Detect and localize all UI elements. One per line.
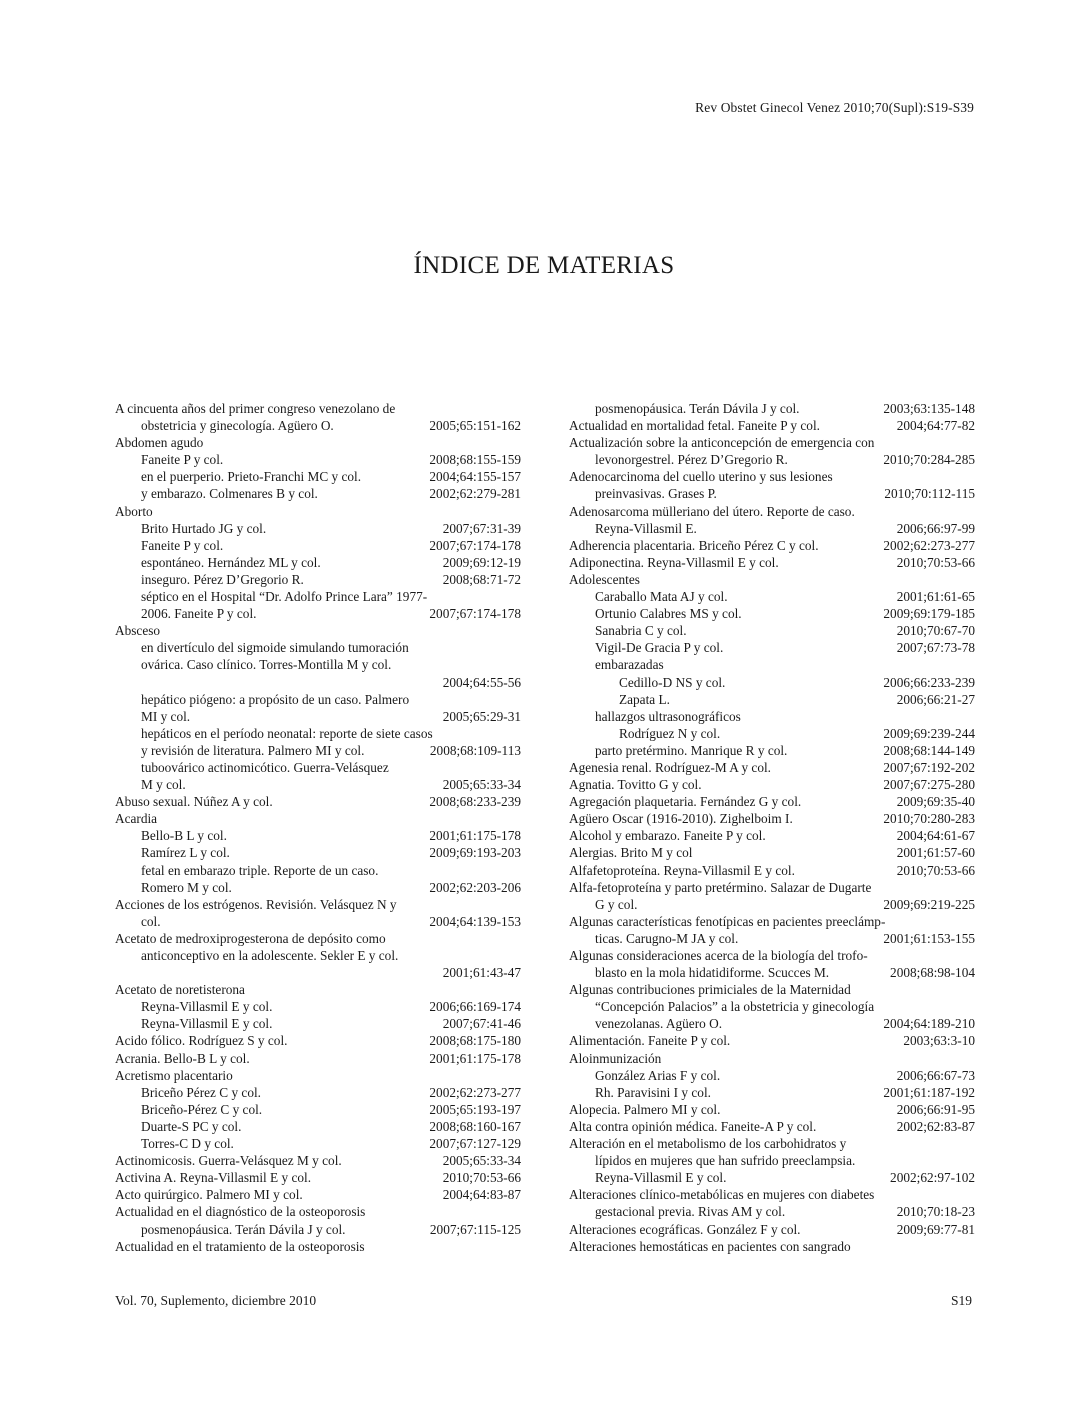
- index-entry-reference: 2002;62:273-277: [879, 537, 975, 554]
- index-entry-text: tuboovárico actinomicótico. Guerra-Velásquez: [141, 759, 389, 775]
- index-column-right: [569, 400, 975, 1255]
- index-entry-text: Aborto: [115, 503, 153, 519]
- index-entry: [569, 913, 975, 930]
- index-entry: [115, 434, 521, 451]
- index-entry: [115, 503, 521, 520]
- index-entry-text: Ortunio Calabres MS y col.: [595, 606, 742, 622]
- index-entry-reference: 2008;68:144-149: [879, 742, 975, 759]
- index-entry-reference: 2009;69:219-225: [879, 896, 975, 913]
- index-entry: [569, 639, 975, 656]
- page-title: ÍNDICE DE MATERIAS: [413, 252, 675, 279]
- index-entry: [115, 451, 521, 468]
- index-entry: [569, 1101, 975, 1118]
- index-entry-text: Sanabria C y col.: [595, 623, 687, 639]
- index-entry: [569, 964, 975, 981]
- index-entry: [569, 725, 975, 742]
- index-entry-text: obstetricia y ginecología. Agüero O.: [141, 418, 334, 434]
- index-entry-text: blasto en la mola hidatidiforme. Scucces M.: [595, 965, 830, 981]
- index-entry: [569, 520, 975, 537]
- index-entry: [569, 588, 975, 605]
- index-entry: [115, 656, 521, 673]
- index-entry-text: hepáticos en el período neonatal: reporte de siete casos: [141, 725, 433, 741]
- index-entry-reference: 2008;68:175-180: [425, 1032, 521, 1049]
- index-entry-text: preinvasivas. Grases P.: [595, 486, 717, 502]
- index-entry-text: embarazadas: [595, 657, 664, 673]
- index-entry-reference: 2005;65:151-162: [425, 417, 521, 434]
- index-entry-reference: 2007;67:275-280: [879, 776, 975, 793]
- index-entry-reference: 2002;62:97-102: [886, 1169, 975, 1186]
- index-entry: [569, 571, 975, 588]
- index-entry: [115, 1015, 521, 1032]
- index-entry-text: lípidos en mujeres que han sufrido preeclampsia.: [595, 1153, 856, 1169]
- index-entry-text: Activina A. Reyna-Villasmil E y col.: [115, 1170, 312, 1186]
- index-entry-reference: 2004;64:83-87: [439, 1186, 521, 1203]
- index-entry-text: Agenesia renal. Rodríguez-M A y col.: [569, 759, 771, 775]
- index-entry: [569, 537, 975, 554]
- index-entry: [115, 1118, 521, 1135]
- index-entry-text: 2006. Faneite P y col.: [141, 606, 257, 622]
- index-entry: [115, 400, 521, 417]
- index-entry: [569, 1050, 975, 1067]
- index-entry-text: Faneite P y col.: [141, 452, 224, 468]
- index-entry-text: Adenosarcoma mülleriano del útero. Reporte de caso.: [569, 503, 855, 519]
- index-entry: [569, 879, 975, 896]
- index-entry: [569, 622, 975, 639]
- footer-volume: Vol. 70, Suplemento, diciembre 2010: [115, 1293, 317, 1308]
- index-entry-text: Acido fólico. Rodríguez S y col.: [115, 1033, 288, 1049]
- index-entry-reference: 2008;68:160-167: [425, 1118, 521, 1135]
- index-entry: [115, 622, 521, 639]
- index-entry: [115, 708, 521, 725]
- index-entry: [115, 537, 521, 554]
- index-entry: [115, 1221, 521, 1238]
- index-entry-reference: 2007;67:115-125: [426, 1221, 521, 1238]
- index-entry: [569, 759, 975, 776]
- index-entry: [569, 862, 975, 879]
- index-entry-reference: 2007;67:174-178: [425, 605, 521, 622]
- index-entry-text: séptico en el Hospital “Dr. Adolfo Prince Lara” 1977-: [141, 589, 428, 605]
- index-entry-text: Faneite P y col.: [141, 537, 224, 553]
- index-entry: [569, 1203, 975, 1220]
- index-entry-text: posmenopáusica. Terán Dávila J y col.: [595, 401, 800, 416]
- index-entry-text: M y col.: [141, 777, 186, 793]
- index-entry-reference: 2005;65:33-34: [439, 776, 521, 793]
- index-entry-text: G y col.: [595, 896, 638, 912]
- index-entry-reference: 2010;70:53-66: [893, 862, 975, 879]
- index-entry-reference: 2008;68:98-104: [886, 964, 975, 981]
- index-entry: [569, 691, 975, 708]
- index-entry-text: Reyna-Villasmil E y col.: [141, 1016, 273, 1032]
- index-entry-text: Algunas contribuciones primiciales de la Maternidad: [569, 982, 851, 998]
- index-entry-reference: 2001;61:61-65: [893, 588, 975, 605]
- index-entry-text: Alopecia. Palmero MI y col.: [569, 1101, 721, 1117]
- index-entry-text: Reyna-Villasmil E y col.: [141, 999, 273, 1015]
- index-entry-text: González Arias F y col.: [595, 1067, 721, 1083]
- index-entry-text: Alta contra opinión médica. Faneite-A P y col.: [569, 1118, 817, 1134]
- index-entry-reference: 2009;69:239-244: [879, 725, 975, 742]
- index-entry-reference: 2008;68:155-159: [425, 451, 521, 468]
- index-entry: [569, 554, 975, 571]
- index-entry-text: Abuso sexual. Núñez A y col.: [115, 794, 273, 810]
- index-entry-text: y revisión de literatura. Palmero MI y col.: [141, 742, 365, 758]
- index-entry-reference: 2010;70:18-23: [893, 1203, 975, 1220]
- index-entry: [569, 793, 975, 810]
- index-entry-text: Caraballo Mata AJ y col.: [595, 589, 728, 605]
- index-entry: [115, 742, 521, 759]
- index-entry-reference: 2009;69:193-203: [425, 844, 521, 861]
- index-entry-text: parto pretérmino. Manrique R y col.: [595, 742, 788, 758]
- index-entry: [115, 1032, 521, 1049]
- index-entry-reference: 2006;66:169-174: [425, 998, 521, 1015]
- index-entry: [569, 1084, 975, 1101]
- index-entry: [115, 913, 521, 930]
- index-entry-reference: 2006;66:233-239: [879, 674, 975, 691]
- index-entry-text: Absceso: [115, 623, 161, 639]
- index-entry-reference: 2001;61:187-192: [879, 1084, 975, 1101]
- index-entry-text: Agnatia. Tovitto G y col.: [569, 777, 702, 793]
- index-entry: [115, 947, 521, 964]
- index-entry-reference: 2009;69:35-40: [893, 793, 975, 810]
- index-entry: [115, 793, 521, 810]
- index-entry-text: hepático piógeno: a propósito de un caso. Palmero: [141, 691, 410, 707]
- index-entry-reference: 2006;66:21-27: [893, 691, 975, 708]
- index-entry-reference: 2004;64:77-82: [893, 417, 975, 434]
- index-entry-reference: 2008;68:71-72: [439, 571, 521, 588]
- index-entry: [569, 400, 975, 417]
- index-entry-text: Adiponectina. Reyna-Villasmil E y col.: [569, 554, 779, 570]
- index-entry-text: Adolescentes: [569, 571, 640, 587]
- index-entry-reference: 2004;64:55-56: [439, 674, 521, 691]
- index-entry-text: Actualidad en mortalidad fetal. Faneite P y col.: [569, 418, 820, 434]
- index-entry: [115, 571, 521, 588]
- index-entry-text: Briceño-Pérez C y col.: [141, 1101, 263, 1117]
- index-entry-text: Alfafetoproteína. Reyna-Villasmil E y col.: [569, 862, 795, 878]
- index-entry-reference: 2007;67:73-78: [893, 639, 975, 656]
- index-entry-reference: 2001;61:57-60: [893, 844, 975, 861]
- index-entry: [115, 468, 521, 485]
- index-entry-text: Alteraciones ecográficas. González F y col.: [569, 1221, 801, 1237]
- index-entry: [115, 1067, 521, 1084]
- index-entry-text: levonorgestrel. Pérez D’Gregorio R.: [595, 452, 788, 468]
- index-entry-text: Aloinmunización: [569, 1050, 662, 1066]
- index-entry-reference: 2007;67:127-129: [425, 1135, 521, 1152]
- index-entry: [115, 639, 521, 656]
- page-number: S19: [950, 1293, 972, 1308]
- index-entry: [569, 896, 975, 913]
- index-entry: [115, 674, 521, 691]
- index-entry: [115, 485, 521, 502]
- index-entry-reference: 2004;64:139-153: [425, 913, 521, 930]
- index-entry-reference: 2010;70:67-70: [893, 622, 975, 639]
- index-entry: [115, 776, 521, 793]
- index-entry: [569, 1186, 975, 1203]
- index-entry-text: “Concepción Palacios” a la obstetricia y ginecología: [595, 999, 875, 1015]
- index-entry: [569, 776, 975, 793]
- index-entry: [115, 554, 521, 571]
- index-entry: [115, 759, 521, 776]
- index-entry-reference: 2008;68:109-113: [426, 742, 521, 759]
- index-entry-reference: 2009;69:77-81: [893, 1221, 975, 1238]
- index-entry: [115, 1152, 521, 1169]
- index-entry-text: Adherencia placentaria. Briceño Pérez C y col.: [569, 537, 819, 553]
- index-entry: [569, 503, 975, 520]
- index-entry-text: Acretismo placentario: [115, 1067, 233, 1083]
- index-entry: [569, 947, 975, 964]
- index-entry-text: Alteraciones clínico-metabólicas en mujeres con diabetes: [569, 1187, 875, 1203]
- index-entry-text: Reyna-Villasmil E.: [595, 520, 697, 536]
- index-entry-text: en el puerperio. Prieto-Franchi MC y col.: [141, 469, 362, 485]
- index-entry: [115, 605, 521, 622]
- index-entry: [569, 1118, 975, 1135]
- index-entry-reference: 2002;62:273-277: [425, 1084, 521, 1101]
- index-entry: [569, 1067, 975, 1084]
- index-entry-reference: 2009;69:179-185: [879, 605, 975, 622]
- index-entry-reference: 2005;65:33-34: [439, 1152, 521, 1169]
- index-entry-reference: 2010;70:284-285: [879, 451, 975, 468]
- index-entry-reference: 2008;68:233-239: [425, 793, 521, 810]
- index-entry-reference: 2010;70:280-283: [879, 810, 975, 827]
- index-entry: [115, 1050, 521, 1067]
- index-entry-text: hallazgos ultrasonográficos: [595, 708, 741, 724]
- index-entry-text: Acardia: [115, 811, 158, 827]
- index-entry-reference: 2007;67:31-39: [439, 520, 521, 537]
- index-entry: [569, 1169, 975, 1186]
- index-entry-text: espontáneo. Hernández ML y col.: [141, 554, 321, 570]
- index-entry: [115, 844, 521, 861]
- index-entry: [569, 844, 975, 861]
- index-entry-reference: 2001;61:175-178: [425, 827, 521, 844]
- index-entry-reference: 2006;66:91-95: [893, 1101, 975, 1118]
- index-entry: [569, 656, 975, 673]
- index-entry-text: MI y col.: [141, 708, 191, 724]
- index-entry: [115, 827, 521, 844]
- index-entry-text: Algunas características fenotípicas en pacientes preeclámp-: [569, 913, 886, 929]
- index-entry: [115, 879, 521, 896]
- index-entry-text: Alfa-fetoproteína y parto pretérmino. Salazar de Dugarte: [569, 879, 872, 895]
- index-entry-text: Acrania. Bello-B L y col.: [115, 1050, 250, 1066]
- index-entry-reference: 2006;66:67-73: [893, 1067, 975, 1084]
- index-column-left: [115, 400, 521, 1255]
- index-entry-text: Bello-B L y col.: [141, 828, 227, 844]
- index-entry-reference: 2007;67:192-202: [879, 759, 975, 776]
- index-entry: [569, 998, 975, 1015]
- index-entry-reference: 2005;65:193-197: [425, 1101, 521, 1118]
- index-entry-reference: 2002;62:279-281: [425, 485, 521, 502]
- index-entry-text: Duarte-S PC y col.: [141, 1118, 242, 1134]
- index-entry: [569, 708, 975, 725]
- index-entry-text: Adenocarcinoma del cuello uterino y sus lesiones: [569, 469, 833, 485]
- index-entry-reference: 2010;70:53-66: [439, 1169, 521, 1186]
- index-entry: [115, 964, 521, 981]
- index-entry-text: Briceño Pérez C y col.: [141, 1084, 262, 1100]
- index-entry-text: Actualización sobre la anticoncepción de emergencia con: [569, 435, 875, 451]
- index-entry: [115, 896, 521, 913]
- index-entry-text: Rodríguez N y col.: [619, 725, 721, 741]
- index-entry-reference: 2010;70:112-115: [880, 485, 975, 502]
- index-entry: [569, 1135, 975, 1152]
- index-entry-text: Actualidad en el tratamiento de la osteoporosis: [115, 1238, 365, 1254]
- index-entry-reference: 2005;65:29-31: [439, 708, 521, 725]
- index-entry: [569, 827, 975, 844]
- index-entry-text: col.: [141, 913, 161, 929]
- index-entry: [115, 417, 521, 434]
- index-entry-text: Agregación plaquetaria. Fernández G y col.: [569, 794, 802, 810]
- index-entry-reference: 2001;61:175-178: [425, 1050, 521, 1067]
- index-entry: [569, 1221, 975, 1238]
- index-entry-text: Reyna-Villasmil E y col.: [595, 1170, 727, 1186]
- index-entry-text: gestacional previa. Rivas AM y col.: [595, 1204, 786, 1220]
- index-entry-text: Zapata L.: [619, 691, 670, 707]
- index-entry-text: posmenopáusica. Terán Dávila J y col.: [141, 1221, 346, 1237]
- index-entry: [115, 725, 521, 742]
- index-entry: [115, 1101, 521, 1118]
- index-entry: [115, 930, 521, 947]
- index-entry-reference: 2004;64:61-67: [893, 827, 975, 844]
- index-entry: [115, 998, 521, 1015]
- index-entry-reference: 2007;67:41-46: [439, 1015, 521, 1032]
- index-entry-text: inseguro. Pérez D’Gregorio R.: [141, 571, 304, 587]
- index-entry-text: venezolanas. Agüero O.: [595, 1016, 723, 1032]
- index-entry-text: Actinomicosis. Guerra-Velásquez M y col.: [115, 1153, 342, 1169]
- index-entry-text: Vigil-De Gracia P y col.: [595, 640, 724, 656]
- index-entry-text: Alteraciones hemostáticas en pacientes con sangrado: [569, 1238, 851, 1254]
- index-entry: [569, 434, 975, 451]
- index-entry: [569, 605, 975, 622]
- index-entry-reference: 2003;63:3-10: [899, 1032, 975, 1049]
- index-entry-text: Ramírez L y col.: [141, 845, 230, 861]
- index-entry-text: Acciones de los estrógenos. Revisión. Velásquez N y: [115, 896, 397, 912]
- index-entry: [115, 1186, 521, 1203]
- index-entry: [569, 742, 975, 759]
- index-entry-text: Actualidad en el diagnóstico de la osteoporosis: [115, 1204, 366, 1220]
- index-entry: [115, 588, 521, 605]
- index-entry-reference: 2002;62:203-206: [425, 879, 521, 896]
- index-entry: [569, 1238, 975, 1255]
- index-entry: [569, 810, 975, 827]
- index-entry: [569, 981, 975, 998]
- index-entry-text: Acto quirúrgico. Palmero MI y col.: [115, 1187, 303, 1203]
- index-entry: [569, 1032, 975, 1049]
- index-entry: [115, 862, 521, 879]
- index-entry-reference: 2001;61:153-155: [879, 930, 975, 947]
- journal-reference: Rev Obstet Ginecol Venez 2010;70(Supl):S19-S39: [695, 100, 974, 115]
- index-entry-text: en divertículo del sigmoide simulando tumoración: [141, 640, 409, 656]
- index-entry-text: Algunas consideraciones acerca de la biología del trofo-: [569, 948, 868, 963]
- index-entry: [569, 417, 975, 434]
- index-entry: [569, 468, 975, 485]
- index-entry: [569, 485, 975, 502]
- index-entry-text: y embarazo. Colmenares B y col.: [141, 486, 318, 502]
- index-entry-text: Acetato de medroxiprogesterona de depósito como: [115, 930, 386, 946]
- index-entry-reference: 2006;66:97-99: [893, 520, 975, 537]
- index-entry: [569, 674, 975, 691]
- index-entry-text: Alteración en el metabolismo de los carbohidratos y: [569, 1136, 847, 1152]
- index-entry-text: Cedillo-D NS y col.: [619, 674, 726, 690]
- index-entry: [569, 1015, 975, 1032]
- index-entry-text: fetal en embarazo triple. Reporte de un caso.: [141, 862, 379, 878]
- index-entry-text: Romero M y col.: [141, 879, 232, 895]
- index-entry-text: Alcohol y embarazo. Faneite P y col.: [569, 828, 766, 844]
- index-entry: [115, 520, 521, 537]
- index-entry-reference: 2009;69:12-19: [439, 554, 521, 571]
- index-entry-reference: 2004;64:155-157: [425, 468, 521, 485]
- index-entry-text: anticonceptivo en la adolescente. Sekler E y col.: [141, 948, 399, 963]
- index-entry: [115, 1084, 521, 1101]
- index-entry-reference: 2002;62:83-87: [893, 1118, 975, 1135]
- index-entry: [115, 1203, 521, 1220]
- index-entry: [569, 930, 975, 947]
- index-entry-reference: 2010;70:53-66: [893, 554, 975, 571]
- index-entry-reference: 2003;63:135-148: [879, 400, 975, 417]
- index-entry-reference: 2007;67:174-178: [425, 537, 521, 554]
- index-entry-text: Agüero Oscar (1916-2010). Zighelboim I.: [569, 811, 793, 827]
- index-entry-text: ovárica. Caso clínico. Torres-Montilla M y col.: [141, 657, 392, 673]
- index-entry: [115, 691, 521, 708]
- index-entry: [569, 451, 975, 468]
- index-entry: [115, 981, 521, 998]
- index-entry-text: Torres-C D y col.: [141, 1136, 234, 1152]
- index-entry: [115, 1238, 521, 1255]
- index-entry-text: ticas. Carugno-M JA y col.: [595, 930, 739, 946]
- index-entry-reference: 2004;64:189-210: [879, 1015, 975, 1032]
- index-entry-text: Acetato de noretisterona: [115, 982, 245, 998]
- index-entry-text: Rh. Paravisini I y col.: [595, 1084, 711, 1100]
- index-entry-reference: 2001;61:43-47: [439, 964, 521, 981]
- index-entry: [115, 1135, 521, 1152]
- index-entry: [115, 810, 521, 827]
- index-entry-text: Brito Hurtado JG y col.: [141, 520, 267, 536]
- index-entry-text: Alimentación. Faneite P y col.: [569, 1033, 731, 1049]
- index-entry: [115, 1169, 521, 1186]
- index-entry: [569, 1152, 975, 1169]
- index-entry-text: A cincuenta años del primer congreso venezolano de: [115, 401, 396, 416]
- index-entry-text: Alergias. Brito M y col: [569, 845, 693, 861]
- index-entry-text: Abdomen agudo: [115, 435, 204, 451]
